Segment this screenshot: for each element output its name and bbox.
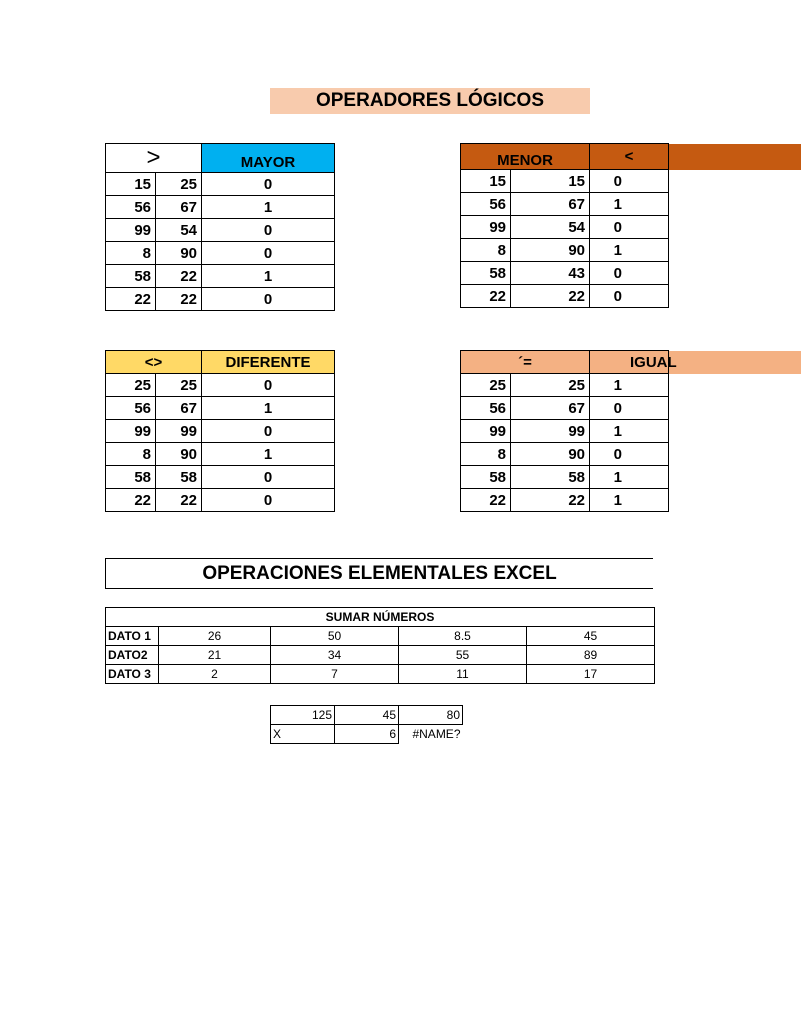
cell[interactable]: 67 [511,193,590,216]
cell[interactable]: 0 [590,216,669,239]
cell[interactable]: 11 [399,665,527,684]
table-row [106,420,335,443]
cell[interactable]: 0 [590,170,669,193]
diferente-label: DIFERENTE [202,351,335,374]
mayor-symbol: > [106,144,202,173]
cell[interactable]: 58 [156,466,202,489]
cell[interactable]: 0 [202,242,335,265]
cell[interactable]: 0 [202,219,335,242]
cell[interactable]: 125 [271,706,335,725]
table-row [106,665,655,684]
table-row [461,466,801,489]
table-row [106,196,335,219]
table-row [461,443,801,466]
cell[interactable]: 0 [590,443,669,466]
mayor-label: MAYOR [202,144,335,173]
table-row [461,170,801,193]
cell[interactable]: 1 [590,466,669,489]
table-row [106,374,335,397]
cell[interactable]: 43 [511,262,590,285]
cell[interactable]: 67 [156,196,202,219]
cell[interactable]: 67 [156,397,202,420]
cell[interactable]: 1 [590,420,669,443]
table-row [106,397,335,420]
menor-label: MENOR [461,144,590,170]
row-label[interactable]: DATO2 [106,646,159,665]
table-row [461,397,801,420]
igual-label: IGUAL [590,351,669,374]
table-row [461,193,801,216]
cell[interactable]: 0 [202,288,335,311]
cell[interactable]: 80 [399,706,463,725]
cell[interactable]: 58 [106,466,156,489]
table-row [106,288,335,311]
cell[interactable]: 1 [590,239,669,262]
cell[interactable]: 1 [202,196,335,219]
cell[interactable]: 0 [202,173,335,196]
igual-symbol: ´= [461,351,590,374]
cell[interactable]: 58 [461,262,511,285]
cell[interactable]: 17 [527,665,655,684]
menor-symbol: < [590,144,669,170]
cell[interactable]: 1 [202,443,335,466]
cell[interactable]: 0 [202,420,335,443]
cell[interactable]: 26 [159,627,271,646]
table-row [106,489,335,512]
cell[interactable]: 1 [202,265,335,288]
table-row [461,285,801,308]
cell[interactable]: 45 [527,627,655,646]
sumar-table [105,607,655,684]
cell[interactable]: 99 [106,219,156,242]
cell[interactable]: 1 [590,193,669,216]
cell[interactable]: 34 [271,646,399,665]
cell[interactable]: 7 [271,665,399,684]
table-row [106,646,655,665]
row-label[interactable]: DATO 3 [106,665,159,684]
cell[interactable]: 55 [399,646,527,665]
cell[interactable]: 99 [106,420,156,443]
cell-error[interactable]: #NAME? [412,727,461,742]
cell[interactable]: 1 [202,397,335,420]
small-table [270,705,463,744]
cell[interactable]: 8 [106,242,156,265]
cell[interactable]: 2 [159,665,271,684]
table-row [461,489,801,512]
cell[interactable]: 22 [156,265,202,288]
cell[interactable]: 22 [106,288,156,311]
cell[interactable]: 90 [156,443,202,466]
cell[interactable]: 15 [106,173,156,196]
cell[interactable]: 56 [461,397,511,420]
cell[interactable]: 15 [461,170,511,193]
cell[interactable]: 0 [590,397,669,420]
cell[interactable]: 22 [106,489,156,512]
cell[interactable]: 8.5 [399,627,527,646]
table-row [106,443,335,466]
cell[interactable]: 0 [202,466,335,489]
cell[interactable]: 54 [156,219,202,242]
menor-table [460,143,801,308]
table-row [461,216,801,239]
cell[interactable]: 0 [590,285,669,308]
cell[interactable]: 56 [106,397,156,420]
cell[interactable]: 56 [461,193,511,216]
cell[interactable]: 58 [511,466,590,489]
mayor-table [105,143,335,311]
table-row [106,242,335,265]
cell[interactable]: X [271,725,335,744]
cell[interactable]: 90 [511,239,590,262]
diferente-table [105,350,335,512]
table-row [106,466,335,489]
cell[interactable]: 15 [511,170,590,193]
cell[interactable]: 50 [271,627,399,646]
cell[interactable]: 22 [511,285,590,308]
cell[interactable]: 99 [461,216,511,239]
cell[interactable]: 8 [106,443,156,466]
cell[interactable]: 21 [159,646,271,665]
title-operaciones-excel: OPERACIONES ELEMENTALES EXCEL [105,558,653,589]
diferente-symbol: <> [106,351,202,374]
row-label[interactable]: DATO 1 [106,627,159,646]
cell[interactable]: 89 [527,646,655,665]
cell[interactable]: 1 [590,374,669,397]
cell[interactable]: 0 [590,262,669,285]
cell[interactable]: 56 [106,196,156,219]
cell[interactable]: 99 [461,420,511,443]
cell[interactable]: 67 [511,397,590,420]
cell[interactable]: 22 [511,489,590,512]
cell[interactable]: 45 [335,706,399,725]
table-row [106,173,335,196]
cell[interactable]: 90 [511,443,590,466]
cell[interactable]: 58 [461,466,511,489]
title-operadores-logicos: OPERADORES LÓGICOS [270,88,590,114]
cell[interactable]: 99 [511,420,590,443]
cell[interactable]: 54 [511,216,590,239]
cell[interactable]: 6 [335,725,399,744]
cell[interactable]: 8 [461,443,511,466]
igual-table-clip [460,350,718,522]
cell[interactable]: 25 [511,374,590,397]
cell[interactable]: 22 [156,288,202,311]
table-row [461,262,801,285]
table-row [106,219,335,242]
cell[interactable]: 25 [156,374,202,397]
sumar-header: SUMAR NÚMEROS [106,608,655,627]
menor-table-clip [460,143,718,327]
cell[interactable]: 99 [156,420,202,443]
cell[interactable]: 22 [461,489,511,512]
igual-table [460,350,801,512]
table-row [106,627,655,646]
cell[interactable]: 90 [156,242,202,265]
cell[interactable]: 8 [461,239,511,262]
cell[interactable]: 22 [156,489,202,512]
cell[interactable]: 22 [461,285,511,308]
cell[interactable]: 25 [461,374,511,397]
cell[interactable]: 0 [202,489,335,512]
table-row [106,265,335,288]
table-row [461,239,801,262]
table-row [461,374,801,397]
cell[interactable]: 0 [202,374,335,397]
cell[interactable]: 1 [590,489,669,512]
table-row [461,420,801,443]
cell[interactable]: 25 [106,374,156,397]
cell[interactable]: 25 [156,173,202,196]
cell[interactable]: 58 [106,265,156,288]
